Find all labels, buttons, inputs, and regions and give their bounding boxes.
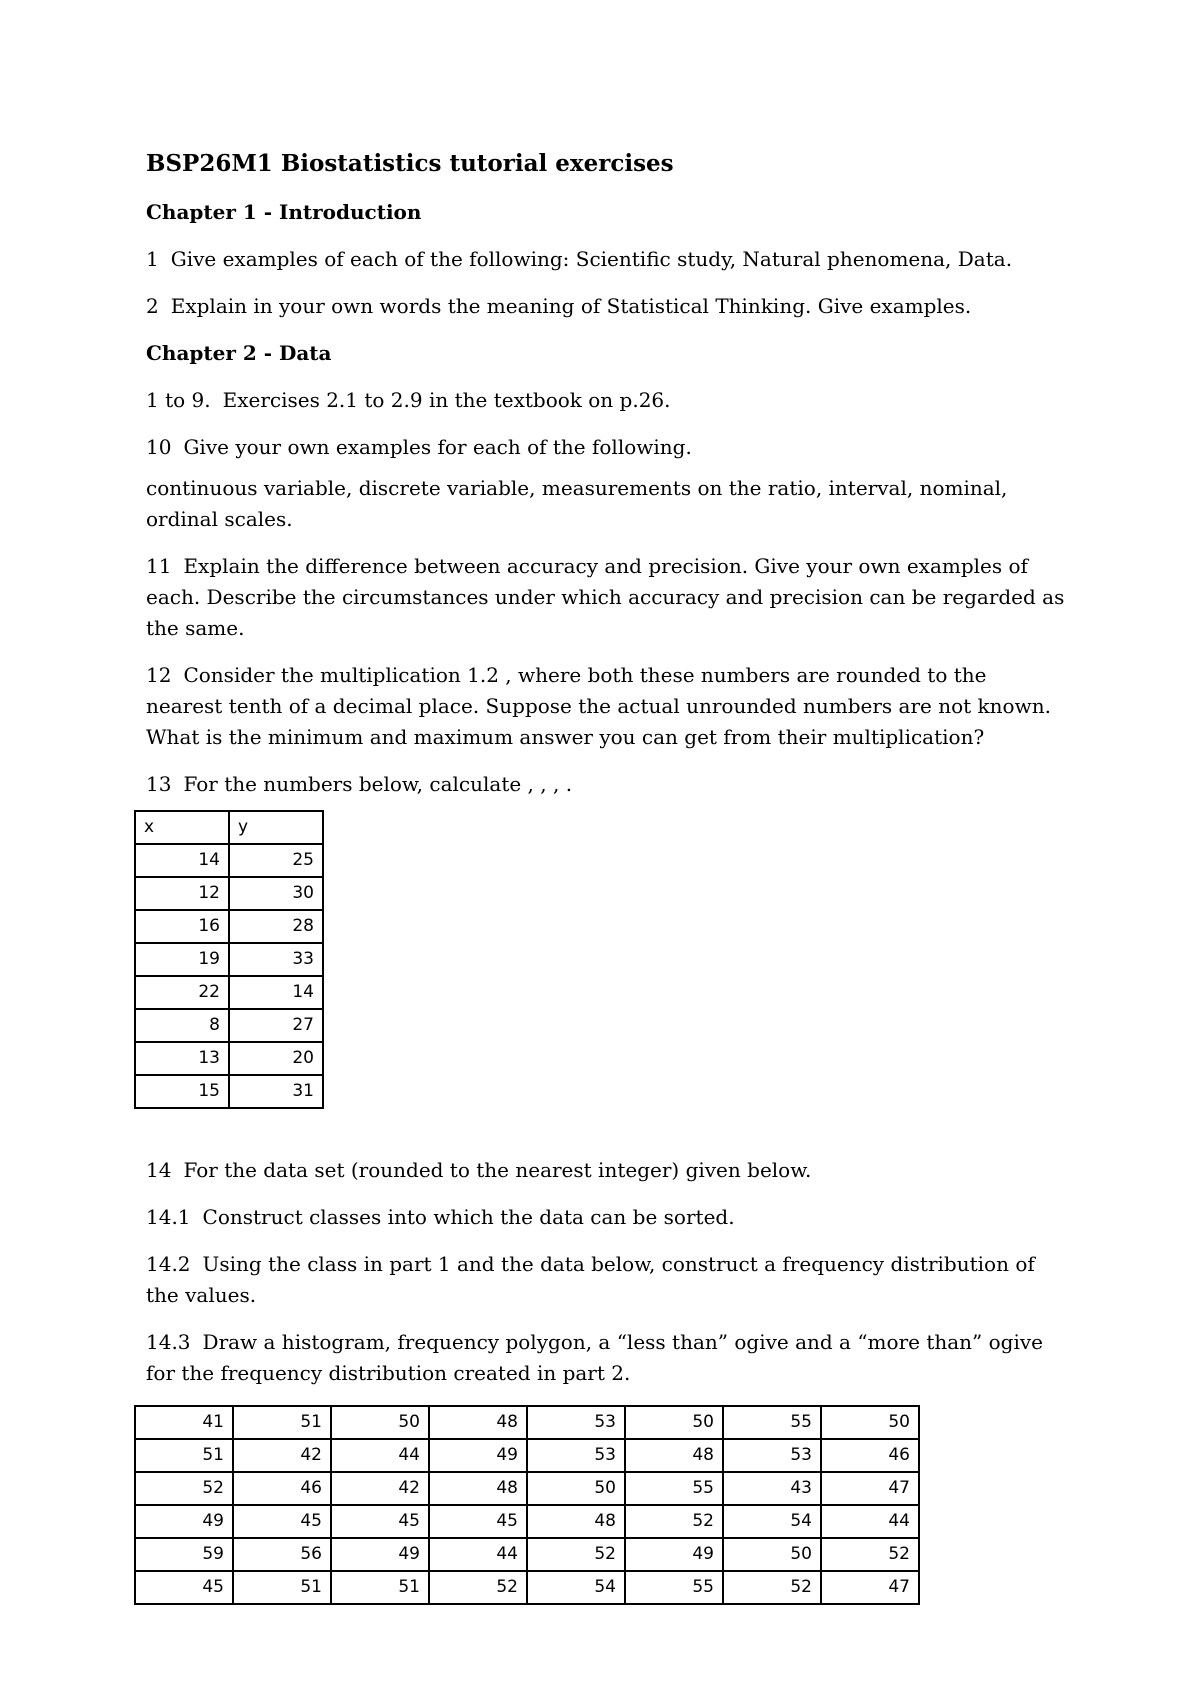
data-value-cell: 47: [821, 1571, 919, 1604]
data-value-cell: 41: [135, 1406, 233, 1439]
data-value-cell: 55: [723, 1406, 821, 1439]
data-value-cell: 44: [429, 1538, 527, 1571]
xy-header-y: y: [229, 811, 323, 844]
y-value-cell: 14: [229, 976, 323, 1009]
data-value-cell: 54: [723, 1505, 821, 1538]
data-value-cell: 50: [723, 1538, 821, 1571]
data-value-cell: 54: [527, 1571, 625, 1604]
data-value-cell: 45: [135, 1571, 233, 1604]
data-value-cell: 48: [527, 1505, 625, 1538]
question-number: 10: [146, 435, 172, 459]
table-row: [135, 1406, 919, 1439]
question-text: For the numbers below, calculate , , , .: [183, 772, 573, 796]
question-text: Exercises 2.1 to 2.9 in the textbook on p.26.: [222, 388, 671, 412]
question-text: Consider the multiplication 1.2 , where both these numbers are rounded to the nearest tenth of a decimal place. Suppose the actual unrounded numbers are not known. What is the minimum and maximum answer you can get from their multiplication?: [146, 663, 1051, 749]
question-text: Draw a histogram, frequency polygon, a “less than” ogive and a “more than” ogive for the frequency distribution created in part 2.: [146, 1330, 1043, 1385]
xy-header-x: x: [135, 811, 229, 844]
x-value-cell: 15: [135, 1075, 229, 1108]
data-value-cell: 49: [429, 1439, 527, 1472]
data-value-cell: 56: [233, 1538, 331, 1571]
data-value-cell: 45: [429, 1505, 527, 1538]
data-value-cell: 51: [233, 1571, 331, 1604]
x-value-cell: 16: [135, 910, 229, 943]
x-value-cell: 8: [135, 1009, 229, 1042]
question-text: Explain in your own words the meaning of Statistical Thinking. Give examples.: [170, 294, 972, 318]
table-row: [135, 943, 323, 976]
data-value-cell: 53: [527, 1439, 625, 1472]
question-text: Using the class in part 1 and the data below, construct a frequency distribution of the values.: [146, 1252, 1035, 1307]
question-12: [146, 660, 1066, 753]
y-value-cell: 31: [229, 1075, 323, 1108]
question-14: [146, 1155, 1066, 1186]
x-value-cell: 13: [135, 1042, 229, 1075]
data-value-cell: 49: [625, 1538, 723, 1571]
table-row: [135, 1571, 919, 1604]
y-value-cell: 25: [229, 844, 323, 877]
question-number: 13: [146, 772, 172, 796]
data-value-cell: 52: [723, 1571, 821, 1604]
table-row: [135, 1505, 919, 1538]
table-row: [135, 1009, 323, 1042]
data-value-cell: 50: [527, 1472, 625, 1505]
y-value-cell: 33: [229, 943, 323, 976]
data-value-cell: 45: [331, 1505, 429, 1538]
question-number: 2: [146, 294, 159, 318]
data-value-cell: 59: [135, 1538, 233, 1571]
y-value-cell: 20: [229, 1042, 323, 1075]
data-value-cell: 52: [527, 1538, 625, 1571]
table-row: [135, 844, 323, 877]
question-number: 14.1: [146, 1205, 191, 1229]
data-value-cell: 49: [135, 1505, 233, 1538]
question-number: 14.3: [146, 1330, 191, 1354]
x-value-cell: 22: [135, 976, 229, 1009]
data-value-cell: 44: [331, 1439, 429, 1472]
data-value-cell: 55: [625, 1472, 723, 1505]
x-value-cell: 12: [135, 877, 229, 910]
data-value-cell: 51: [233, 1406, 331, 1439]
data-value-cell: 48: [429, 1406, 527, 1439]
data-value-cell: 50: [331, 1406, 429, 1439]
question-text: Give examples of each of the following: Scientific study, Natural phenomena, Data.: [170, 247, 1013, 271]
data-value-cell: 46: [821, 1439, 919, 1472]
question-text: Construct classes into which the data can be sorted.: [202, 1205, 735, 1229]
table-row: [135, 1042, 323, 1075]
data-value-cell: 50: [821, 1406, 919, 1439]
table-row: [135, 910, 323, 943]
data-value-cell: 42: [233, 1439, 331, 1472]
data-value-cell: 53: [527, 1406, 625, 1439]
question-text: Explain the difference between accuracy and precision. Give your own examples of each. Describe the circumstances under which accuracy and precision can be regarded as the same.: [146, 554, 1065, 640]
xy-table-header-row: [135, 811, 323, 844]
question-10-detail: continuous variable, discrete variable, measurements on the ratio, interval, nominal, ordinal scales.: [146, 476, 1008, 531]
question-14-2: [146, 1249, 1066, 1311]
data-value-cell: 42: [331, 1472, 429, 1505]
y-value-cell: 27: [229, 1009, 323, 1042]
y-value-cell: 28: [229, 910, 323, 943]
table-row: [135, 877, 323, 910]
question-number: 14.2: [146, 1252, 191, 1276]
question-2: [146, 291, 1066, 322]
data-value-cell: 52: [625, 1505, 723, 1538]
data-value-cell: 45: [233, 1505, 331, 1538]
data-value-cell: 48: [625, 1439, 723, 1472]
data-value-cell: 50: [625, 1406, 723, 1439]
table-row: [135, 976, 323, 1009]
data-value-cell: 43: [723, 1472, 821, 1505]
question-number: 1 to 9.: [146, 388, 211, 412]
question-number: 14: [146, 1158, 172, 1182]
data-value-cell: 52: [429, 1571, 527, 1604]
data-value-cell: 51: [331, 1571, 429, 1604]
table-row: [135, 1439, 919, 1472]
question-number: 11: [146, 554, 172, 578]
xy-table: [134, 810, 324, 1109]
document-page: [146, 140, 1066, 1605]
chapter-2-heading: Chapter 2 - Data: [146, 341, 332, 365]
data-value-cell: 52: [821, 1538, 919, 1571]
data-value-cell: 49: [331, 1538, 429, 1571]
question-1: [146, 244, 1066, 275]
data-value-cell: 46: [233, 1472, 331, 1505]
table-row: [135, 1075, 323, 1108]
question-text: Give your own examples for each of the following.: [183, 435, 692, 459]
data-value-cell: 47: [821, 1472, 919, 1505]
data-value-cell: 52: [135, 1472, 233, 1505]
data-value-cell: 51: [135, 1439, 233, 1472]
document-title: BSP26M1 Biostatistics tutorial exercises: [146, 150, 674, 177]
question-10: [146, 432, 1066, 463]
question-number: 12: [146, 663, 172, 687]
table-row: [135, 1472, 919, 1505]
question-14-1: [146, 1202, 1066, 1233]
data-value-cell: 48: [429, 1472, 527, 1505]
y-value-cell: 30: [229, 877, 323, 910]
question-14-3: [146, 1327, 1066, 1389]
chapter-1-heading: Chapter 1 - Introduction: [146, 200, 422, 224]
data-value-cell: 44: [821, 1505, 919, 1538]
data-set-table: [134, 1405, 920, 1605]
table-row: [135, 1538, 919, 1571]
question-number: 1: [146, 247, 159, 271]
data-value-cell: 53: [723, 1439, 821, 1472]
question-11: [146, 551, 1066, 644]
x-value-cell: 14: [135, 844, 229, 877]
question-text: For the data set (rounded to the nearest integer) given below.: [183, 1158, 812, 1182]
data-value-cell: 55: [625, 1571, 723, 1604]
question-13: [146, 769, 1066, 800]
question-1-to-9: [146, 385, 1066, 416]
x-value-cell: 19: [135, 943, 229, 976]
